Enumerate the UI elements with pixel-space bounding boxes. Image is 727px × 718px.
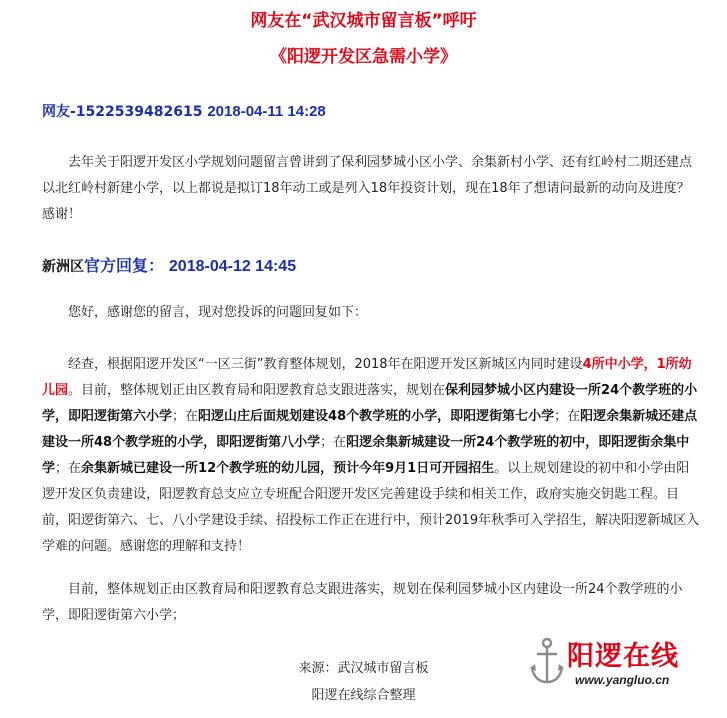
asker-name: 网友-1522539482615 <box>42 104 203 120</box>
reply-header <box>42 253 296 276</box>
reply-seg: ；在 <box>554 409 581 424</box>
site-logo[interactable] <box>527 634 727 694</box>
reply-seg: 经查，根据阳逻开发区“一区三街”教育整体规划，2018年在阳逻开发区新城区内同时建设 <box>68 357 583 372</box>
reply-seg: ；在 <box>320 435 347 450</box>
article-title-line1: 网友在“武汉城市留言板”呼吁 <box>250 11 477 31</box>
compiled-by-line: 阳逻在线综合整理 <box>311 688 416 703</box>
reply-bold-school8: 阳逻余集新城还建点建设一所48个教学班的小学，即阳逻街第八小学 <box>42 409 698 450</box>
reply-bold-school6: 保利园梦城小区内建设一所24个教学班的小学，即阳逻街第六小学 <box>42 383 698 424</box>
reply-seg: ；在 <box>172 409 199 424</box>
reply-bold-school7: 阳逻山庄后面规划建设48个教学班的小学，即阳逻街第七小学 <box>198 409 555 424</box>
question-header <box>42 101 326 121</box>
reply-label: 官方回复： <box>84 256 165 275</box>
reply-bold-kindergarten: 余集新城已建设一所12个教学班的幼儿园，预计今年9月1日可开园招生 <box>81 461 495 476</box>
question-body: 去年关于阳逻开发区小学规划问题留言曾讲到了保利园梦城小区小学、余集新村小学、还有红岭村二期还建点以北红岭村新建小学，以上都说是拟订18年动工或是列入18年投资计划，现在18年了想请问最新的动向及进度？感谢！ <box>42 155 693 222</box>
question-time: 2018-04-11 14:28 <box>207 103 326 120</box>
article-title-line2: 《阳逻开发区急需小学》 <box>270 47 457 67</box>
reply-body <box>42 352 702 560</box>
reply-seg: 。以上规划建设的初中和小学由阳逻开发区负责建设，阳逻教育总支应立专班配合阳逻开发区完善建设手续和相关工作，政府实施交钥匙工程。目前，阳逻街第六、七、八小学建设手续、招投标工作正在进行中，预计2019年秋季可入学招生，解决阳逻新城区入学难的问题。感谢您的理解和支持！ <box>42 461 700 554</box>
reply-time: 2018-04-12 14:45 <box>168 258 297 275</box>
reply-org: 新洲区 <box>42 259 84 275</box>
anchor-icon <box>527 634 567 690</box>
reply-seg: 。目前，整体规划正由区教育局和阳逻教育总支跟进落实，规划在 <box>68 383 446 398</box>
reply-highlight-schools: 4所中小学，1所幼儿园 <box>42 357 692 398</box>
source-line: 来源：武汉城市留言板 <box>298 661 429 676</box>
reply-seg: ；在 <box>55 461 82 476</box>
logo-url: www.yangluo.cn <box>575 673 670 687</box>
reply-closing: 目前，整体规划正由区教育局和阳逻教育总支跟进落实，规划在保利园梦城小区内建设一所24个教学班的小学，即阳逻街第六小学； <box>42 582 683 623</box>
reply-bold-middle-school: 阳逻余集新城建设一所24个教学班的初中，即阳逻街余集中学 <box>42 435 690 476</box>
logo-name: 阳逻在线 <box>567 641 679 672</box>
reply-greeting: 您好，感谢您的留言，现对您投诉的问题回复如下： <box>68 305 368 320</box>
